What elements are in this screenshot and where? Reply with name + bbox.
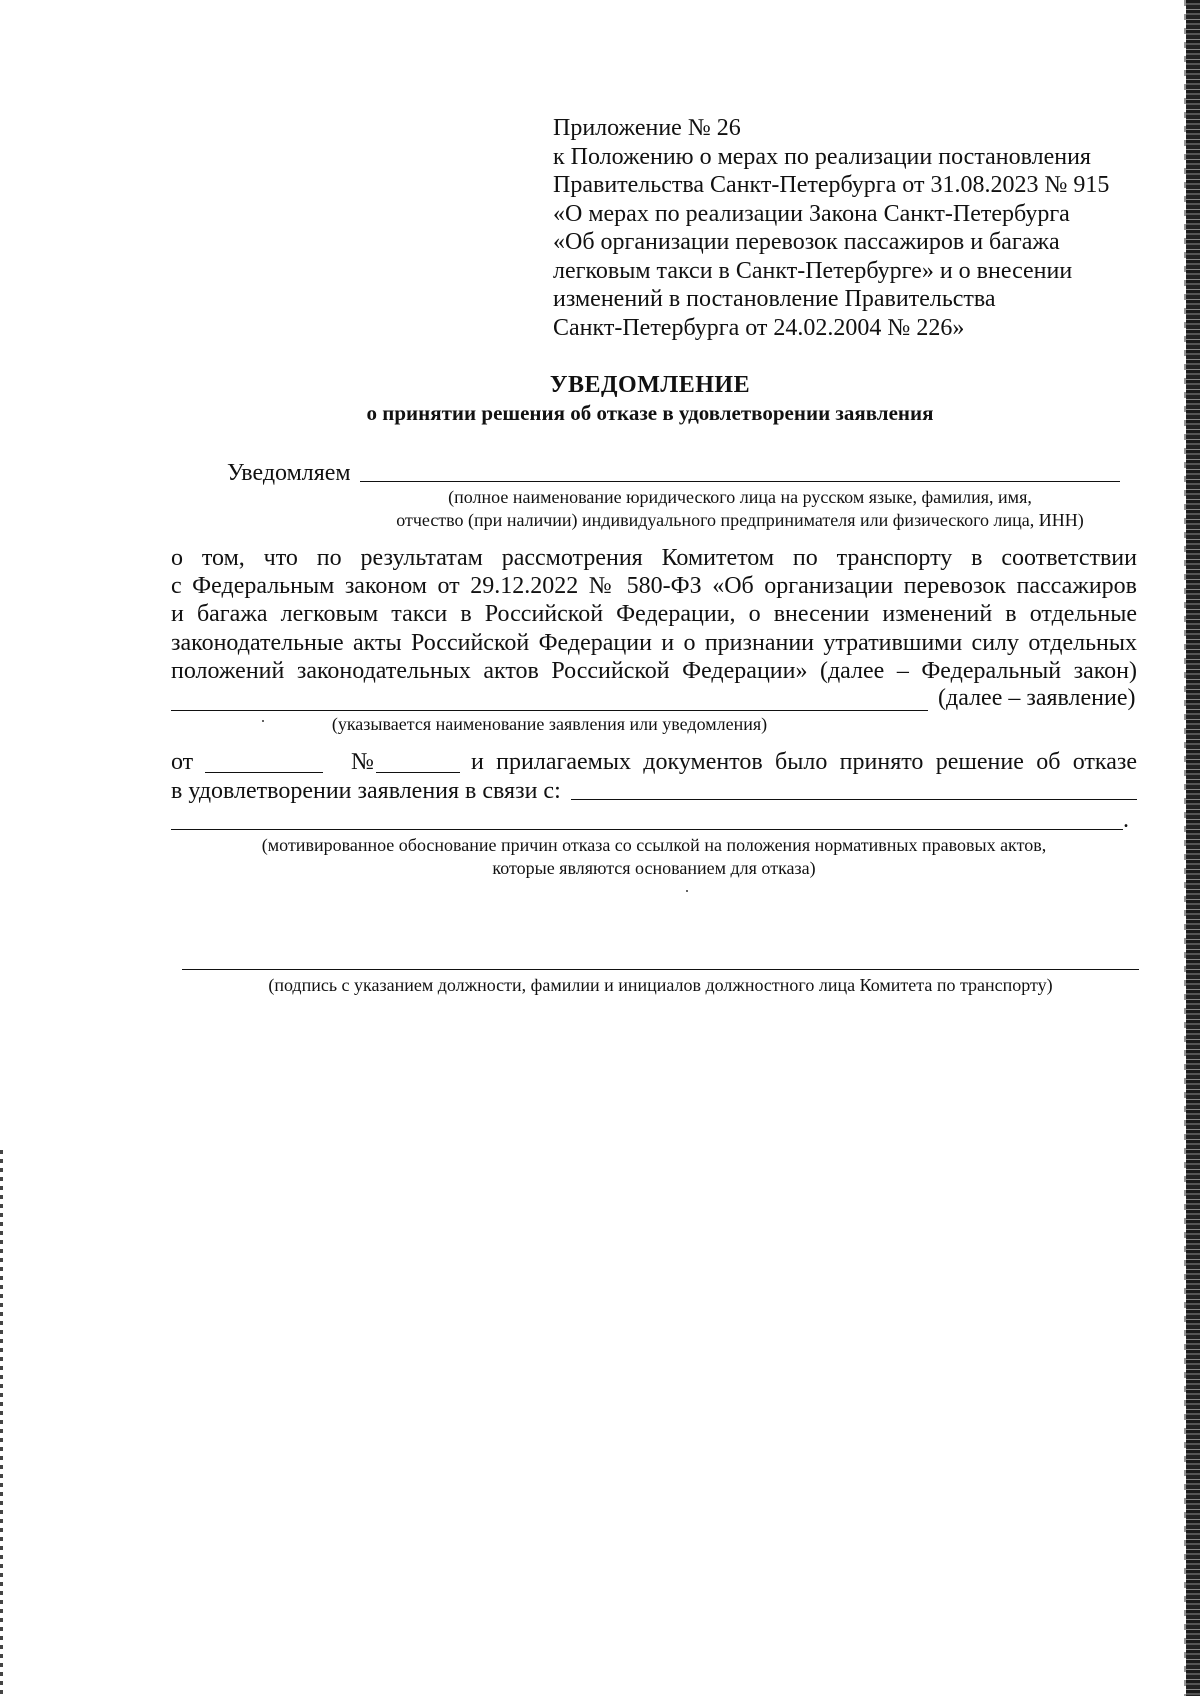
document-title: УВЕДОМЛЕНИЕ [549, 372, 751, 398]
body-line: и багажа легковым такси в Российской Федерации, о внесении изменений в отдельные [171, 601, 1137, 628]
appendix-line: «О мерах по реализации Закона Санкт-Петербурга [553, 200, 1070, 227]
application-suffix: (далее – заявление) [938, 685, 1136, 711]
recipient-caption-2: отчество (при наличии) индивидуального предпринимателя или физического лица, ИНН) [396, 510, 1084, 530]
body-paragraph [171, 544, 1137, 685]
decision-text-1: и прилагаемых документов было принято решение об отказе [471, 749, 1137, 775]
notify-label: Уведомляем [227, 460, 351, 486]
body-line: о том, что по результатам рассмотрения Комитетом по транспорту в соответствии [171, 545, 1137, 571]
reason-caption-1: (мотивированное обоснование причин отказа со ссылкой на положения нормативных правовых актов, [261, 835, 1047, 855]
from-label: от [171, 749, 194, 775]
appendix-header [553, 114, 1135, 342]
recipient-caption-1: (полное наименование юридического лица на русском языке, фамилия, имя, [448, 487, 1032, 507]
body-line: с Федеральным законом от 29.12.2022 № 580-ФЗ «Об организации перевозок пассажиров [171, 573, 1137, 600]
scan-edge-left [0, 1150, 3, 1696]
signature-field[interactable] [182, 969, 1139, 970]
reason-field-2[interactable] [171, 829, 1123, 830]
appendix-line: легковым такси в Санкт-Петербурге» и о внесении [553, 257, 1073, 284]
appendix-line: «Об организации перевозок пассажиров и багажа [553, 229, 1060, 255]
reason-end-period: . [1123, 807, 1129, 833]
body-line: положений законодательных актов Российской Федерации» (далее – Федеральный закон) [171, 657, 1137, 684]
appendix-line: Санкт-Петербурга от 24.02.2004 № 226» [553, 314, 965, 341]
scan-speck [262, 720, 264, 722]
recipient-name-field[interactable] [360, 481, 1120, 482]
application-name-field[interactable] [171, 710, 928, 711]
decision-text-2: в удовлетворении заявления в связи с: [171, 778, 561, 804]
appendix-line: изменений в постановление Правительства [553, 286, 996, 312]
number-label: № [351, 749, 374, 775]
reason-field-1[interactable] [571, 799, 1137, 800]
reason-caption-2: которые являются основанием для отказа) [492, 858, 816, 878]
appendix-number: Приложение № 26 [553, 115, 741, 141]
date-field[interactable] [205, 772, 323, 773]
application-caption: (указывается наименование заявления или уведомления) [331, 714, 768, 734]
scan-edge-right [1186, 0, 1200, 1696]
body-line: законодательные акты Российской Федерации и о признании утратившими силу отдельных [171, 629, 1137, 656]
scan-speck [686, 890, 688, 892]
document-subtitle: о принятии решения об отказе в удовлетворении заявления [366, 401, 934, 425]
appendix-line: к Положению о мерах по реализации постановления [553, 143, 1091, 170]
scan-edge-right-secondary [1184, 0, 1186, 1696]
application-number-field[interactable] [376, 772, 460, 773]
appendix-line: Правительства Санкт-Петербурга от 31.08.2023 № 915 [553, 172, 1110, 198]
signature-caption: (подпись с указанием должности, фамилии и инициалов должностного лица Комитета по транспорту) [268, 975, 1053, 995]
